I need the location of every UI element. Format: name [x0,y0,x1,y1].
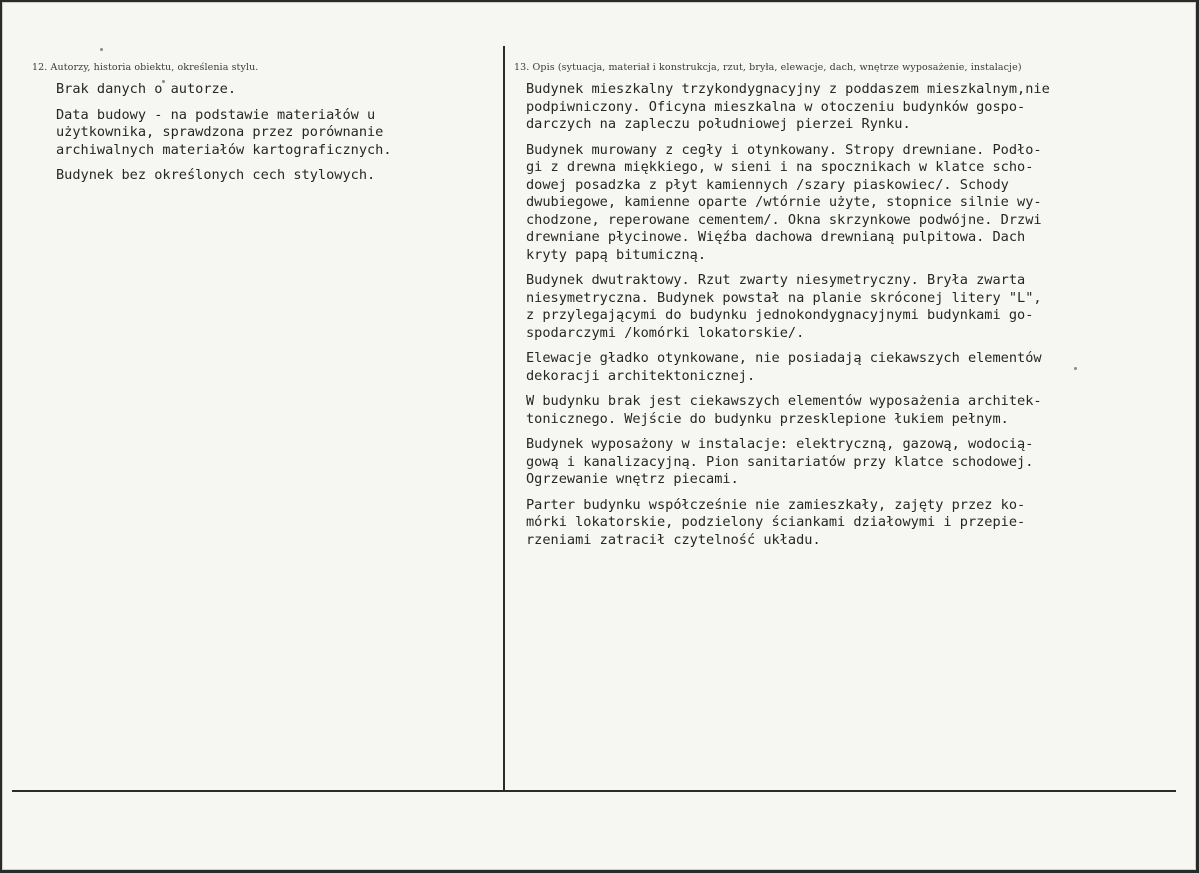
section-13-description [510,62,1186,557]
text-paragraph: Budynek murowany z cegły i otynkowany. Stropy drewniane. Podło- gi z drewna miękkiego, w sieni i na spocznikach w klatce scho- dowej posadzka z płyt kamiennych /szary piaskowiec/. Schody dwubiegowe, kamienne oparte /wtórnie użyte, stopnice silnie wy- chodzone, reperowane cementem/. Okna skrzynkowe podwójne. Drzwi drewniane płycinowe. Więźba dachowa drewnianą pulpitowa. Dach kryty papą bitumiczną. [526,141,1042,263]
text-paragraph: Data budowy - na podstawie materiałów u użytkownika, sprawdzona przez porównanie archiwalnych materiałów kartograficznych. [56,106,392,158]
text-paragraph: Parter budynku współcześnie nie zamieszkały, zajęty przez ko- mórki lokatorskie, podzielony ściankami działowymi i przepie- rzeniami zatracił czytelność układu. [526,496,1026,548]
text-paragraph: Budynek wyposażony w instalacje: elektryczną, gazową, wodocią- gową i kanalizacyjną. Pion sanitariatów przy klatce schodowej. Ogrzewanie wnętrz piecami. [526,436,1034,487]
section-12-label: 12. Autorzy, historia obiektu, określenia stylu. [32,62,259,73]
column-divider [503,46,505,790]
section-13-label: 13. Opis (sytuacja, materiał i konstrukcja, rzut, bryła, elewacje, dach, wnętrze wyposażenie, instalacje) [514,62,1022,73]
bottom-rule [12,790,1176,792]
text-paragraph: Brak danych o autorze. [56,81,237,97]
section-12-authors-history-style [32,62,498,193]
text-paragraph: Budynek dwutraktowy. Rzut zwarty niesymetryczny. Bryła zwarta niesymetryczna. Budynek powstał na planie skróconej litery "L", z przylegającymi do budynku jednokondygnacyjnymi budynkami go- spodarczymi /komórki lokatorskie/. [526,272,1042,341]
text-paragraph: Elewacje gładko otynkowane, nie posiadają ciekawszych elementów dekoracji architektonicznej. [526,350,1042,384]
text-paragraph: W budynku brak jest ciekawszych elementów wyposażenia architek- tonicznego. Wejście do budynku przesklepione łukiem pełnym. [526,393,1042,427]
record-card [2,2,1196,870]
text-paragraph: Budynek mieszkalny trzykondygnacyjny z poddaszem mieszkalnym,nie podpiwniczony. Oficyna mieszkalna w otoczeniu budynków gospo- darczych na zapleczu południowej pierzei Rynku. [526,81,1050,132]
text-paragraph: Budynek bez określonych cech stylowych. [56,167,376,183]
paper-speck [100,48,103,51]
